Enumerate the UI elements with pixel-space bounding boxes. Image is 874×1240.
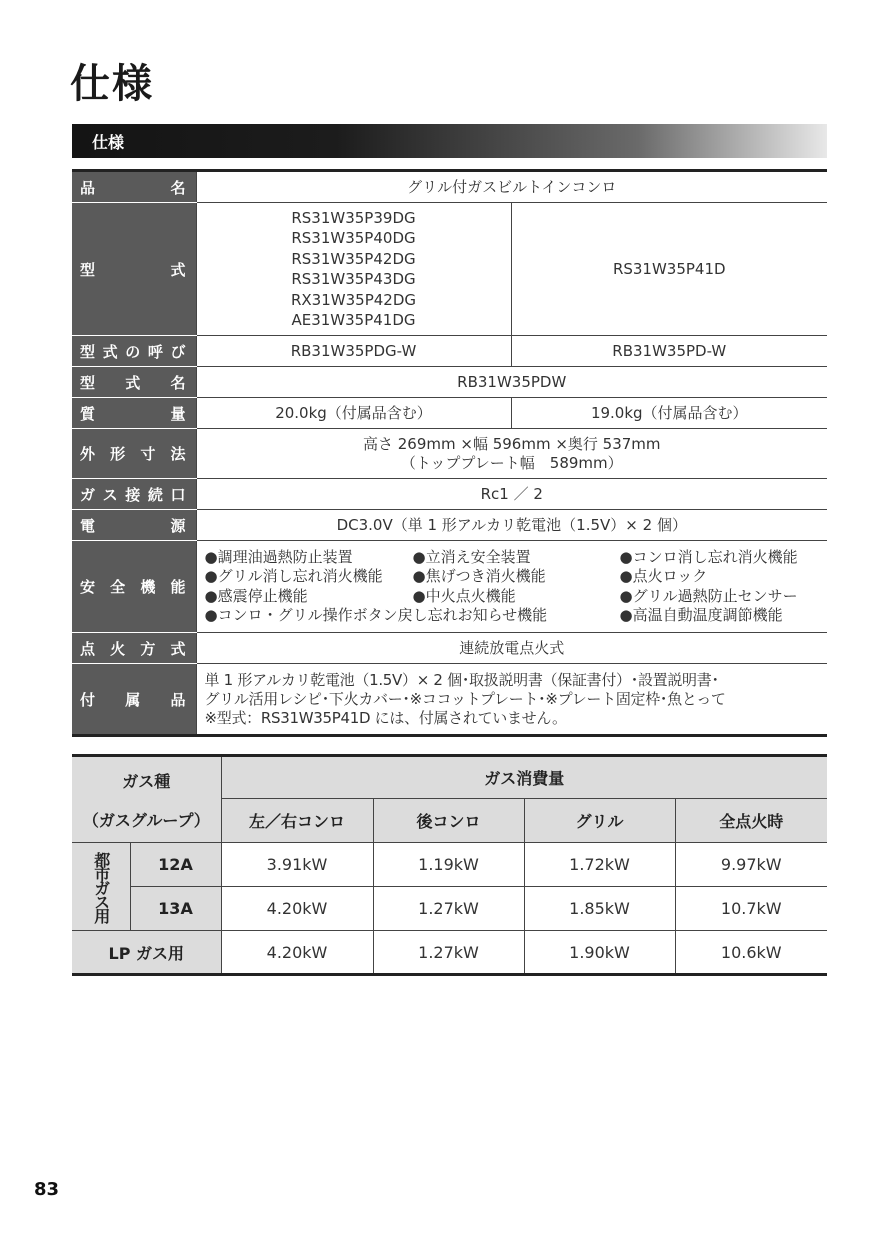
gas-value-cell: 10.7kW: [675, 887, 827, 931]
accessories-line: グリル活用レシピ･下火カバー･※ココットプレート･※プレート固定枠･魚とって: [204, 689, 726, 708]
safety-item: ●高温自動温度調節機能: [619, 606, 783, 624]
safety-item: ●点火ロック: [619, 567, 708, 585]
model-item: AE31W35P41DG: [291, 311, 416, 329]
safety-item: ●コンロ消し忘れ消火機能: [619, 547, 798, 566]
gas-group-cell: 12A: [130, 843, 221, 887]
spec-value-mass-right: 19.0kg（付属品含む）: [511, 398, 827, 429]
spec-row-model-call: [72, 336, 827, 367]
column-header: 左／右コンロ: [221, 799, 373, 843]
spec-value-model-call-right: RB31W35PD-W: [511, 336, 827, 367]
spec-value-safety: [196, 541, 827, 633]
section-header-bar: [72, 124, 827, 158]
gas-value-cell: 4.20kW: [221, 887, 373, 931]
safety-item: ●立消え安全装置: [412, 547, 531, 566]
spec-value-model-call-left: RB31W35PDG-W: [196, 336, 511, 367]
spec-row-ignition: [72, 633, 827, 664]
gas-consumption-table: [72, 754, 827, 976]
gas-table-header-row: [72, 756, 827, 799]
section-title: 仕様: [92, 132, 125, 152]
table-row: [72, 843, 827, 887]
gas-value-cell: 1.19kW: [373, 843, 524, 887]
spec-label-model: 型 式: [72, 203, 196, 336]
spec-row-mass: [72, 398, 827, 429]
model-item: RS31W35P39DG: [291, 208, 416, 227]
spec-label-accessories: 付 属 品: [72, 664, 196, 736]
spec-row-safety: [72, 541, 827, 633]
spec-label-dimensions: 外 形 寸 法: [72, 429, 196, 479]
spec-value-dimensions: [196, 429, 827, 479]
gas-group-cell: 13A: [130, 887, 221, 931]
spec-label-ignition: 点 火 方 式: [72, 633, 196, 664]
spec-label-mass: 質 量: [72, 398, 196, 429]
spec-value-ignition: 連続放電点火式: [196, 633, 827, 664]
spec-value-model-list: [196, 203, 511, 336]
spec-row-dimensions: [72, 429, 827, 479]
page-title: 仕様: [70, 61, 154, 107]
spec-label-power: 電 源: [72, 510, 196, 541]
spec-value-mass-left: 20.0kg（付属品含む）: [196, 398, 511, 429]
spec-label-model-name: 型 式 名: [72, 367, 196, 398]
model-item: RX31W35P42DG: [290, 290, 416, 309]
gas-value-cell: 10.6kW: [675, 931, 827, 975]
spec-value-power: DC3.0V（単 1 形アルカリ乾電池（1.5V）× 2 個）: [196, 510, 827, 541]
gas-group-cell: LP ガス用: [72, 931, 221, 975]
safety-item: ●コンロ・グリル操作ボタン戻し忘れお知らせ機能: [204, 606, 548, 624]
model-item: RS31W35P42DG: [291, 249, 416, 268]
model-item: RS31W35P43DG: [291, 270, 416, 288]
gas-value-cell: 1.85kW: [524, 887, 675, 931]
safety-item: ●感震停止機能: [204, 586, 308, 605]
spec-row-power: [72, 510, 827, 541]
spec-row-model-name: [72, 367, 827, 398]
accessories-note: ※型式：RS31W35P41D には、付属されていません。: [204, 708, 567, 727]
gas-value-cell: 4.20kW: [221, 931, 373, 975]
spec-row-product-name: [72, 171, 827, 203]
safety-item: ●調理油過熱防止装置: [204, 547, 353, 566]
gas-group-header: （ガスグループ）: [82, 810, 210, 830]
spec-label-gas-connection: ガ ス 接 続 口: [72, 479, 196, 510]
spec-table: [72, 169, 827, 737]
table-row: [72, 887, 827, 931]
spec-row-gas-connection: [72, 479, 827, 510]
page-number: 83: [34, 1179, 60, 1200]
gas-value-cell: 1.27kW: [373, 887, 524, 931]
spec-value-model-name: RB31W35PDW: [196, 367, 827, 398]
safety-item: ●中火点火機能: [412, 586, 516, 605]
gas-value-cell: 1.90kW: [524, 931, 675, 975]
gas-value-cell: 1.27kW: [373, 931, 524, 975]
model-item: RS31W35P40DG: [291, 229, 416, 247]
column-header: 全点火時: [675, 799, 827, 843]
gas-value-cell: 9.97kW: [675, 843, 827, 887]
safety-item: ●グリル過熱防止センサー: [619, 586, 798, 605]
spec-row-model: [72, 203, 827, 336]
column-header: グリル: [524, 799, 675, 843]
column-header: 後コンロ: [373, 799, 524, 843]
dimensions-line: 高さ 269mm ×幅 596mm ×奥行 537mm: [362, 434, 661, 453]
dimensions-line: （トッププレート幅 589mm）: [400, 453, 623, 472]
spec-value-gas-connection: Rc1 ／ 2: [196, 479, 827, 510]
gas-consumption-header: ガス消費量: [221, 756, 827, 799]
city-gas-label: 都市ガス用: [72, 843, 130, 931]
spec-value-product-name: グリル付ガスビルトインコンロ: [196, 171, 827, 203]
safety-item: ●焦げつき消火機能: [412, 567, 546, 585]
spec-row-accessories: [72, 664, 827, 736]
gas-value-cell: 1.72kW: [524, 843, 675, 887]
spec-label-product-name: 品 名: [72, 171, 196, 203]
spec-value-model-right: RS31W35P41D: [511, 203, 827, 336]
accessories-line: 単 1 形アルカリ乾電池（1.5V）× 2 個･取扱説明書（保証書付）･設置説明書･: [204, 670, 719, 689]
spec-label-safety: 安 全 機 能: [72, 541, 196, 633]
spec-value-accessories: [196, 664, 827, 736]
gas-value-cell: 3.91kW: [221, 843, 373, 887]
table-row: [72, 931, 827, 975]
spec-label-model-call: 型 式 の 呼 び: [72, 336, 196, 367]
gas-type-header: ガス種 （ガスグループ）: [72, 756, 221, 843]
safety-item: ●グリル消し忘れ消火機能: [204, 567, 383, 585]
